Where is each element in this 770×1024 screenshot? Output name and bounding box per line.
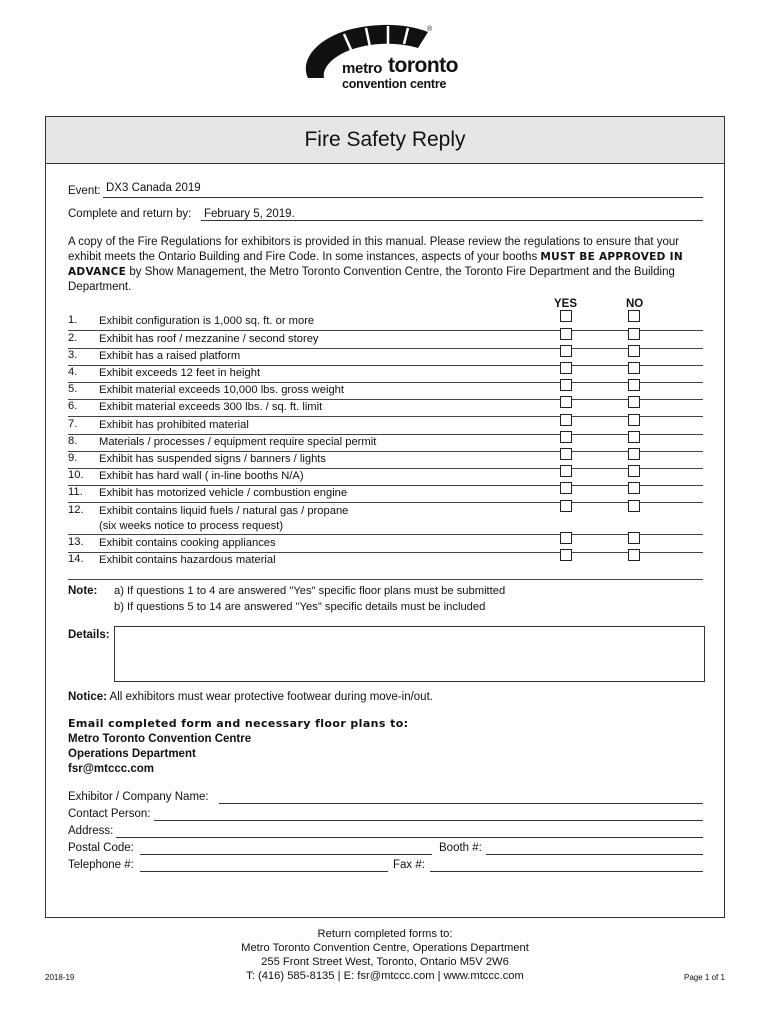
yes-checkbox[interactable] [560,500,572,512]
yes-checkbox[interactable] [560,310,572,322]
details-textarea[interactable] [114,626,705,682]
contact-field[interactable] [154,820,703,821]
note-a: a) If questions 1 to 4 are answered "Yes" specific floor plans must be submitted [114,585,506,597]
telephone-label: Telephone #: [68,859,134,871]
yes-checkbox[interactable] [560,532,572,544]
yes-checkbox[interactable] [560,414,572,426]
footer-year: 2018-19 [45,973,75,982]
address-field[interactable] [116,837,703,838]
question-row: 7. Exhibit has prohibited material [68,417,703,435]
no-checkbox[interactable] [628,431,640,443]
details-label: Details: [68,629,110,641]
question-row: 4. Exhibit exceeds 12 feet in height [68,365,703,383]
postal-label: Postal Code: [68,842,134,854]
email-org: Metro Toronto Convention Centre [68,733,252,745]
question-row: 11. Exhibit has motorized vehicle / combustion engine [68,485,703,503]
question-row: 5. Exhibit material exceeds 10,000 lbs. gross weight [68,382,703,400]
question-row: 1. Exhibit configuration is 1,000 sq. ft. or more [68,313,703,331]
no-checkbox[interactable] [628,396,640,408]
note-b: b) If questions 5 to 14 are answered "Yes" specific details must be included [114,601,486,613]
no-checkbox[interactable] [628,310,640,322]
no-checkbox[interactable] [628,500,640,512]
no-checkbox[interactable] [628,345,640,357]
question-row: 13. Exhibit contains cooking appliances [68,535,703,553]
yes-column-header: YES [554,298,578,310]
yes-checkbox[interactable] [560,345,572,357]
yes-checkbox[interactable] [560,379,572,391]
no-checkbox[interactable] [628,328,640,340]
question-row: 2. Exhibit has roof / mezzanine / second storey [68,331,703,349]
logo-text-metro: metro [342,60,383,77]
no-checkbox[interactable] [628,482,640,494]
yes-checkbox[interactable] [560,362,572,374]
no-checkbox[interactable] [628,414,640,426]
booth-label: Booth #: [439,842,482,854]
question-row: 6. Exhibit material exceeds 300 lbs. / sq. ft. limit [68,399,703,417]
question-row: 14. Exhibit contains hazardous material [68,552,703,569]
return-label: Complete and return by: [68,208,192,220]
divider [68,579,703,580]
no-checkbox[interactable] [628,549,640,561]
yes-checkbox[interactable] [560,448,572,460]
question-row: 10. Exhibit has hard wall ( in-line booths N/A) [68,468,703,486]
exhibitor-field[interactable] [219,803,703,804]
footer-line-3: 255 Front Street West, Toronto, Ontario M5V 2W6 [261,956,509,968]
event-field[interactable] [103,197,703,198]
question-row: 9. Exhibit has suspended signs / banners / lights [68,451,703,469]
yes-checkbox[interactable] [560,431,572,443]
intro-paragraph: A copy of the Fire Regulations for exhibitors is provided in this manual. Please review the regulations to ensure that your exhibit meets the Ontario Building and Fire Code. In some instances, aspects of your booths MUST BE APPROVED IN ADVANCE by Show Management, the Metro Toronto Convention Centre, the Toronto Fire Department and the Building Department. [68,236,683,293]
question-row: 8. Materials / processes / equipment require special permit [68,434,703,452]
no-checkbox[interactable] [628,465,640,477]
fire-safety-form [45,116,725,918]
no-column-header: NO [626,298,644,310]
no-checkbox[interactable] [628,379,640,391]
event-value: DX3 Canada 2019 [106,182,201,194]
email-dept: Operations Department [68,748,196,760]
registered-mark: ® [427,26,433,33]
telephone-field[interactable] [140,871,388,872]
question-row: 3. Exhibit has a raised platform [68,348,703,366]
return-value: February 5, 2019. [204,208,295,220]
footer-line-1: Return completed forms to: [317,928,453,940]
notice-text: Notice: All exhibitors must wear protective footwear during move-in/out. [68,691,433,703]
yes-checkbox[interactable] [560,396,572,408]
yes-checkbox[interactable] [560,465,572,477]
exhibitor-label: Exhibitor / Company Name: [68,791,209,803]
yes-checkbox[interactable] [560,482,572,494]
address-label: Address: [68,825,114,837]
return-field[interactable] [201,220,703,221]
question-row: 12. Exhibit contains liquid fuels / natural gas / propane (six weeks notice to process request) [68,503,703,535]
event-label: Event: [68,185,101,197]
no-checkbox[interactable] [628,532,640,544]
email-address: fsr@mtccc.com [68,763,154,775]
contact-label: Contact Person: [68,808,151,820]
fax-field[interactable] [430,871,703,872]
logo-text-toronto: toronto [388,54,458,77]
footer-contact-line: T: (416) 585-8135 | E: fsr@mtccc.com | www.mtccc.com [246,970,524,982]
no-checkbox[interactable] [628,362,640,374]
mtcc-logo [300,22,480,94]
footer-line-2: Metro Toronto Convention Centre, Operations Department [241,942,529,954]
fax-label: Fax #: [393,859,425,871]
page-number: Page 1 of 1 [684,973,725,982]
email-heading: Email completed form and necessary floor plans to: [68,717,409,730]
form-title: Fire Safety Reply [46,117,724,164]
note-label: Note: [68,585,98,597]
postal-field[interactable] [140,854,432,855]
logo-text-centre: convention centre [342,77,447,91]
yes-checkbox[interactable] [560,328,572,340]
intro-bold-text: MUST BE APPROVED IN ADVANCE [68,251,683,278]
yes-checkbox[interactable] [560,549,572,561]
booth-field[interactable] [486,854,703,855]
no-checkbox[interactable] [628,448,640,460]
